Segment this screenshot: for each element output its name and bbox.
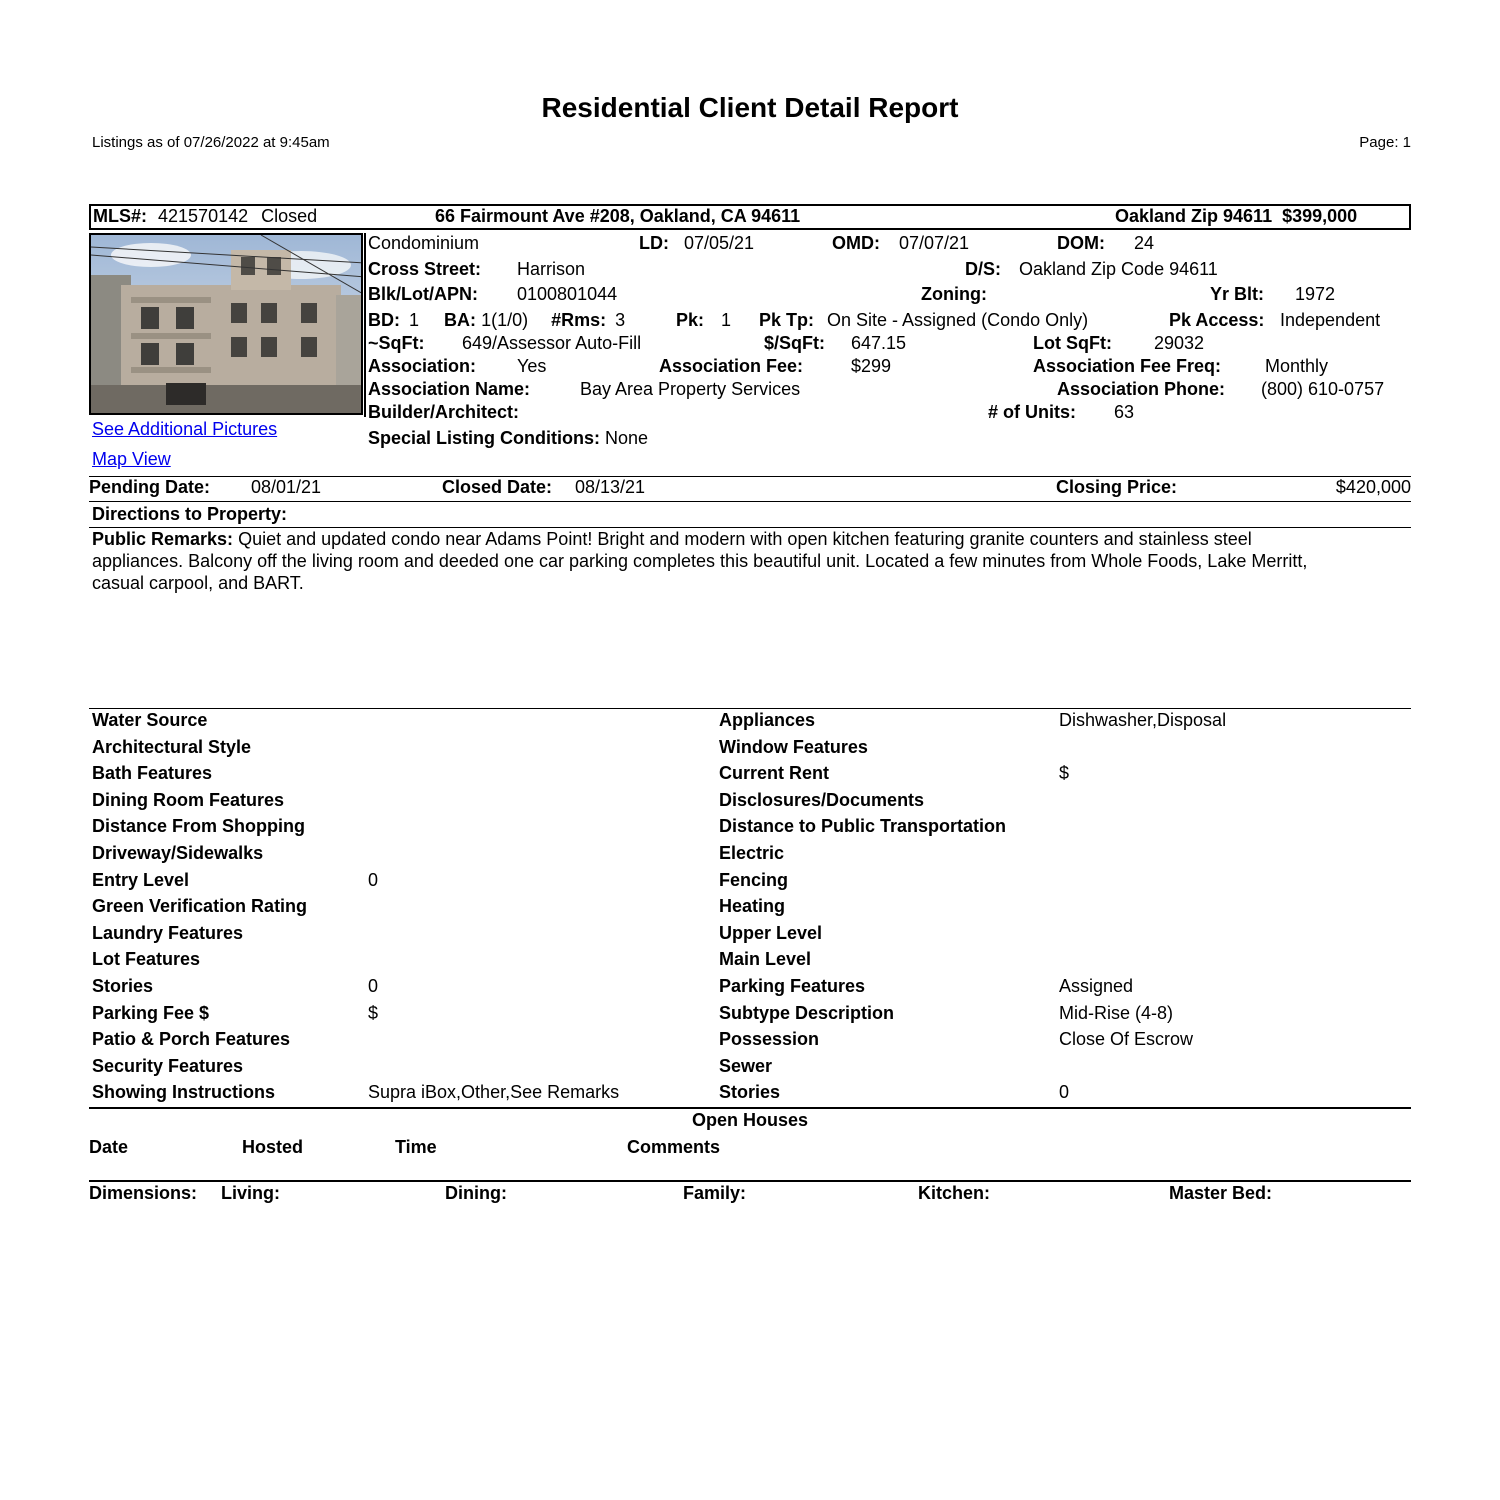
mls-number — [93, 206, 317, 227]
public-remarks — [92, 528, 1307, 594]
units-label: # of Units: — [988, 402, 1076, 422]
feature-value-right: Close Of Escrow — [1059, 1029, 1194, 1049]
omd-value: 07/07/21 — [899, 233, 970, 253]
apn-value: 0100801044 — [517, 284, 618, 304]
closing-price-value: $420,000 — [1335, 477, 1411, 497]
dimensions-kitchen: Kitchen: — [918, 1183, 990, 1203]
map-view-link[interactable]: Map View — [92, 449, 171, 469]
feature-label-left: Green Verification Rating — [92, 896, 308, 916]
feature-value-left: $ — [368, 1003, 379, 1023]
association-fee-label: Association Fee: — [659, 356, 804, 376]
status-badge: Closed — [261, 206, 318, 226]
dimensions-family: Family: — [683, 1183, 747, 1203]
dimensions-divider — [89, 1180, 1411, 1182]
ba-value: 1(1/0) — [481, 310, 529, 330]
divider — [89, 501, 1411, 502]
feature-label-left: Water Source — [92, 710, 208, 730]
dimensions-master-bed: Master Bed: — [1169, 1183, 1273, 1203]
features-divider — [89, 708, 1411, 709]
association-phone-value: (800) 610-0757 — [1261, 379, 1385, 399]
public-remarks-line: casual carpool, and BART. — [92, 573, 304, 593]
pkaccess-label: Pk Access: — [1169, 310, 1265, 330]
open-houses-divider — [89, 1107, 1411, 1109]
rms-value: 3 — [615, 310, 626, 330]
page-number: Page: 1 — [1359, 134, 1411, 151]
feature-label-right: Fencing — [719, 870, 789, 890]
slc-value: None — [605, 428, 649, 448]
open-house-col-date: Date — [89, 1137, 129, 1157]
feature-label-right: Stories — [719, 1082, 781, 1102]
pkaccess-value: Independent — [1280, 310, 1381, 330]
area-list-price: Oakland Zip 94611 $399,000 — [1115, 206, 1358, 226]
feature-value-right: $ — [1059, 763, 1070, 783]
dom-label: DOM: — [1057, 233, 1105, 253]
feature-label-left: Entry Level — [92, 870, 190, 890]
dimensions-living: Living: — [221, 1183, 280, 1203]
feature-label-left: Driveway/Sidewalks — [92, 843, 264, 863]
feature-label-left: Stories — [92, 976, 154, 996]
feature-value-left: 0 — [368, 976, 379, 996]
feature-label-left: Patio & Porch Features — [92, 1029, 291, 1049]
feature-label-right: Disclosures/Documents — [719, 790, 925, 810]
association-name-value: Bay Area Property Services — [580, 379, 801, 399]
public-remarks-line: Quiet and updated condo near Adams Point! Bright and modern with open kitchen featuring granite counters and stainless steel — [238, 529, 1252, 549]
open-houses-title: Open Houses — [691, 1110, 809, 1130]
rooms-parking-row — [368, 310, 625, 331]
ds-value: Oakland Zip Code 94611 — [1019, 259, 1218, 279]
rms-label: #Rms: — [551, 310, 607, 330]
feature-label-right: Electric — [719, 843, 785, 863]
feature-label-right: Subtype Description — [719, 1003, 895, 1023]
feature-label-right: Heating — [719, 896, 786, 916]
feature-label-left: Lot Features — [92, 949, 201, 969]
feature-value-left: Supra iBox,Other,See Remarks — [368, 1082, 620, 1102]
pktp-label: Pk Tp: — [759, 310, 815, 330]
feature-label-left: Bath Features — [92, 763, 213, 783]
building-photo-icon — [91, 235, 363, 415]
public-remarks-label: Public Remarks: — [92, 529, 234, 549]
bd-value: 1 — [409, 310, 420, 330]
public-remarks-line: appliances. Balcony off the living room and deeded one car parking completes this beautiful unit. Located a few minutes from Whole Foods, Lake Merritt, — [92, 551, 1308, 571]
feature-label-left: Security Features — [92, 1056, 244, 1076]
omd-label: OMD: — [832, 233, 880, 253]
association-label: Association: — [368, 356, 477, 376]
association-name-label: Association Name: — [368, 379, 531, 399]
pending-date-value: 08/01/21 — [251, 477, 322, 497]
report-title: Residential Client Detail Report — [541, 92, 959, 123]
feature-label-right: Distance to Public Transportation — [719, 816, 1007, 836]
lotsqft-value: 29032 — [1154, 333, 1205, 353]
feature-label-left: Laundry Features — [92, 923, 244, 943]
zoning-label: Zoning: — [921, 284, 987, 304]
pk-label: Pk: — [676, 310, 705, 330]
feature-label-left: Architectural Style — [92, 737, 252, 757]
bd-label: BD: — [368, 310, 400, 330]
property-photo[interactable] — [89, 233, 363, 415]
feature-value-right: Dishwasher,Disposal — [1059, 710, 1227, 730]
property-address: 66 Fairmount Ave #208, Oakland, CA 94611 — [435, 206, 801, 226]
open-house-col-hosted: Hosted — [242, 1137, 304, 1157]
ds-label: D/S: — [965, 259, 1001, 279]
units-value: 63 — [1114, 402, 1135, 422]
association-fee-freq-value: Monthly — [1265, 356, 1329, 376]
yrblt-value: 1972 — [1295, 284, 1336, 304]
feature-label-left: Distance From Shopping — [92, 816, 306, 836]
feature-label-left: Dining Room Features — [92, 790, 285, 810]
feature-label-right: Appliances — [719, 710, 816, 730]
sqft-label: ~SqFt: — [368, 333, 425, 353]
feature-label-right: Window Features — [719, 737, 868, 757]
feature-value-right: Assigned — [1059, 976, 1134, 996]
apn-label: Blk/Lot/APN: — [368, 284, 478, 304]
lotsqft-label: Lot SqFt: — [1033, 333, 1112, 353]
association-fee-value: $299 — [851, 356, 892, 376]
ld-value: 07/05/21 — [684, 233, 755, 253]
see-additional-pictures-link[interactable]: See Additional Pictures — [92, 419, 278, 439]
feature-label-right: Current Rent — [719, 763, 830, 783]
slc-label: Special Listing Conditions: — [368, 428, 601, 448]
association-value: Yes — [517, 356, 547, 376]
dimensions-dining: Dining: — [445, 1183, 507, 1203]
special-listing-conditions — [368, 428, 648, 449]
feature-label-right: Main Level — [719, 949, 812, 969]
directions-label: Directions to Property: — [92, 504, 288, 524]
open-house-col-time: Time — [395, 1137, 437, 1157]
feature-label-right: Upper Level — [719, 923, 823, 943]
mls-label: MLS#: — [93, 206, 147, 226]
ppsqft-value: 647.15 — [851, 333, 907, 353]
feature-value-left: 0 — [368, 870, 379, 890]
dimensions-label: Dimensions: — [89, 1183, 198, 1203]
feature-value-right: Mid-Rise (4-8) — [1059, 1003, 1174, 1023]
cross-street-label: Cross Street: — [368, 259, 482, 279]
photo-divider — [364, 233, 366, 417]
pk-value: 1 — [721, 310, 732, 330]
listings-as-of: Listings as of 07/26/2022 at 9:45am — [92, 134, 330, 151]
feature-label-right: Possession — [719, 1029, 820, 1049]
feature-label-right: Parking Features — [719, 976, 866, 996]
builder-architect-label: Builder/Architect: — [368, 402, 520, 422]
feature-label-left: Showing Instructions — [92, 1082, 275, 1102]
yrblt-label: Yr Blt: — [1210, 284, 1264, 304]
association-phone-label: Association Phone: — [1057, 379, 1226, 399]
closing-price-label: Closing Price: — [1056, 477, 1178, 497]
ld-label: LD: — [639, 233, 669, 253]
ppsqft-label: $/SqFt: — [764, 333, 825, 353]
feature-value-right: 0 — [1059, 1082, 1070, 1102]
pending-date-label: Pending Date: — [89, 477, 211, 497]
property-type: Condominium — [368, 233, 480, 253]
cross-street-value: Harrison — [517, 259, 586, 279]
closed-date-label: Closed Date: — [442, 477, 553, 497]
ba-label: BA: — [444, 310, 477, 330]
feature-label-left: Parking Fee $ — [92, 1003, 210, 1023]
open-house-col-comments: Comments — [627, 1137, 721, 1157]
closed-date-value: 08/13/21 — [575, 477, 646, 497]
mls-value: 421570142 — [158, 206, 249, 226]
feature-label-right: Sewer — [719, 1056, 773, 1076]
pktp-value: On Site - Assigned (Condo Only) — [827, 310, 1089, 330]
sqft-value: 649/Assessor Auto-Fill — [462, 333, 642, 353]
dom-value: 24 — [1134, 233, 1155, 253]
association-fee-freq-label: Association Fee Freq: — [1033, 356, 1222, 376]
